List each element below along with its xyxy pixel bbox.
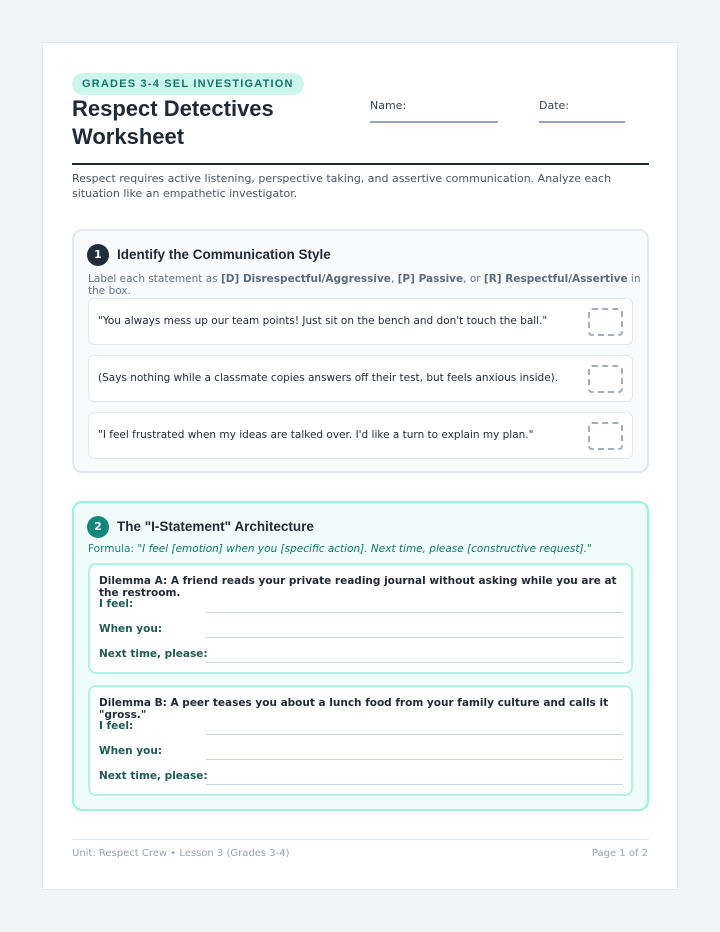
next-time-answer-line[interactable] xyxy=(206,784,623,785)
grade-badge: GRADES 3-4 SEL INVESTIGATION xyxy=(72,73,304,95)
name-field[interactable] xyxy=(370,121,498,123)
i-feel-answer-line[interactable] xyxy=(206,734,623,735)
footer-divider xyxy=(72,839,649,840)
statement-text: "I feel frustrated when my ideas are talked over. I'd like a turn to explain my plan." xyxy=(98,429,534,441)
answer-box[interactable] xyxy=(588,308,623,336)
page-title: Respect Detectives Worksheet xyxy=(72,96,274,149)
page-number: Page 1 of 2 xyxy=(591,848,648,859)
when-you-answer-line[interactable] xyxy=(206,637,623,638)
worksheet-page xyxy=(42,42,678,890)
label-disrespectful: [D] Disrespectful/Aggressive xyxy=(220,273,391,285)
section-title: The "I-Statement" Architecture xyxy=(117,519,314,534)
date-field[interactable] xyxy=(539,121,625,123)
name-label: Name: xyxy=(370,99,407,112)
footer-unit-info: Unit: Respect Crew • Lesson 3 (Grades 3-4) xyxy=(72,848,290,859)
next-time-label: Next time, please: xyxy=(99,648,208,660)
i-feel-answer-line[interactable] xyxy=(206,612,623,613)
statement-card xyxy=(88,298,633,345)
section-number-badge: 2 xyxy=(87,516,109,538)
i-feel-label: I feel: xyxy=(99,598,134,610)
when-you-answer-line[interactable] xyxy=(206,759,623,760)
dilemma-card-a xyxy=(88,563,633,674)
statement-text: "You always mess up our team points! Just sit on the bench and don't touch the ball." xyxy=(98,315,548,327)
i-feel-label: I feel: xyxy=(99,720,134,732)
when-you-label: When you: xyxy=(99,623,163,635)
answer-box[interactable] xyxy=(588,422,623,450)
label-respectful: [R] Respectful/Assertive xyxy=(483,273,628,285)
dilemma-title: Dilemma B: A peer teases you about a lunch food from your family culture and calls it "gross." xyxy=(99,697,609,721)
intro-text: Respect requires active listening, perspective taking, and assertive communication. Analyze each situation like an empathetic investigator. xyxy=(72,172,612,200)
next-time-answer-line[interactable] xyxy=(206,662,623,663)
section-i-statement xyxy=(72,501,649,811)
date-label: Date: xyxy=(539,99,569,112)
header-divider xyxy=(72,163,649,165)
section-title: Identify the Communication Style xyxy=(117,247,331,262)
next-time-label: Next time, please: xyxy=(99,770,208,782)
formula-template: "I feel [emotion] when you [specific action]. Next time, please [constructive request]." xyxy=(137,543,592,555)
dilemma-title: Dilemma A: A friend reads your private reading journal without asking while you are at the restroom. xyxy=(99,575,617,599)
label-passive: [P] Passive xyxy=(397,273,464,285)
statement-card xyxy=(88,412,633,459)
dilemma-card-b xyxy=(88,685,633,796)
formula-text: Formula: "I feel [emotion] when you [specific action]. Next time, please [constructive request]." xyxy=(88,543,592,555)
section-instructions: Label each statement as [D] Disrespectful/Aggressive, [P] Passive, or [R] Respectful/Assertive in the box. xyxy=(88,273,641,297)
when-you-label: When you: xyxy=(99,745,163,757)
section-number-badge: 1 xyxy=(87,244,109,266)
statement-text: (Says nothing while a classmate copies answers off their test, but feels anxious inside). xyxy=(98,372,559,384)
statement-card xyxy=(88,355,633,402)
section-communication-style xyxy=(72,229,649,473)
answer-box[interactable] xyxy=(588,365,623,393)
